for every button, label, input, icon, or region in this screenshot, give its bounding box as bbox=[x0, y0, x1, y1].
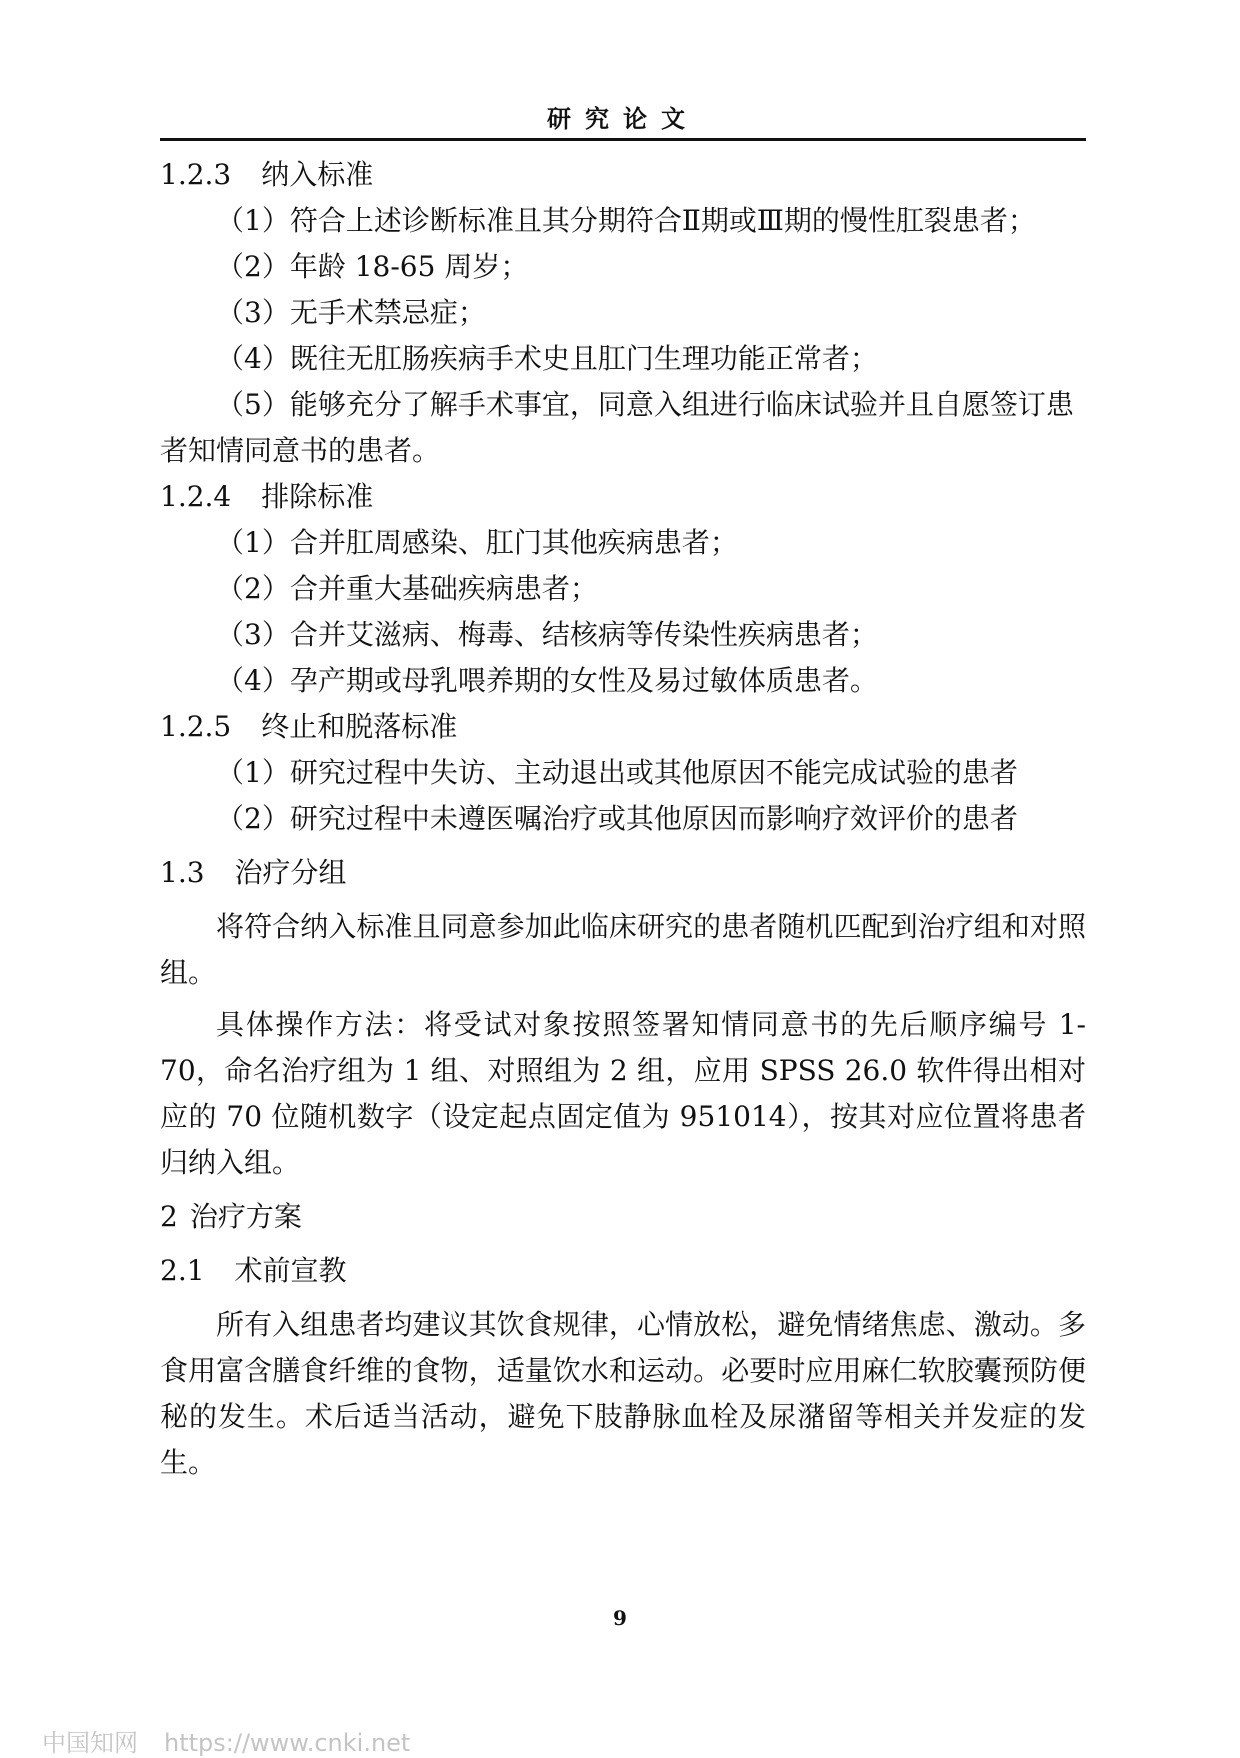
list-item: （3）无手术禁忌症； bbox=[216, 296, 486, 329]
section-title: 术前宣教 bbox=[234, 1254, 347, 1287]
cnki-watermark bbox=[42, 1723, 410, 1758]
list-item: （4）孕产期或母乳喂养期的女性及易过敏体质患者。 bbox=[216, 664, 878, 697]
header-rule bbox=[160, 138, 1086, 141]
list-item: （4）既往无肛肠疾病手术史且肛门生理功能正常者； bbox=[216, 342, 878, 375]
section-heading-2 bbox=[160, 1194, 1086, 1240]
paragraph: 所有入组患者均建议其饮食规律，心情放松，避免情绪焦虑、激动。多食用富含膳食纤维的食物，适量饮水和运动。必要时应用麻仁软胶囊预防便秘的发生。术后适当活动，避免下肢静脉血栓及尿潴留等相关并发症的发生。 bbox=[160, 1308, 1086, 1479]
watermark-brand: 中国知网 bbox=[42, 1729, 138, 1757]
list-item: （1）符合上述诊断标准且其分期符合Ⅱ期或Ⅲ期的慢性肛裂患者； bbox=[216, 204, 1036, 237]
section-number: 2 bbox=[160, 1200, 178, 1233]
section-title: 终止和脱落标准 bbox=[261, 710, 458, 743]
section-number: 1.2.5 bbox=[160, 710, 232, 743]
list-item: （2）研究过程中未遵医嘱治疗或其他原因而影响疗效评价的患者 bbox=[216, 802, 1018, 835]
list-item: （1）合并肛周感染、肛门其他疾病患者； bbox=[216, 526, 738, 559]
list-item: （2）年龄 18-65 周岁； bbox=[216, 250, 529, 283]
section-heading-2-1 bbox=[160, 1248, 1086, 1294]
list-item: （1）研究过程中失访、主动退出或其他原因不能完成试验的患者 bbox=[216, 756, 1018, 789]
paragraph: 具体操作方法：将受试对象按照签署知情同意书的先后顺序编号 1-70，命名治疗组为 1 组、对照组为 2 组，应用 SPSS 26.0 软件得出相对应的 70 位随机数字（设定起点固定值为 951014），按其对应位置将患者归纳入组。 bbox=[160, 1008, 1086, 1179]
paragraph: 将符合纳入标准且同意参加此临床研究的患者随机匹配到治疗组和对照组。 bbox=[160, 910, 1086, 989]
section-heading-1-3 bbox=[160, 850, 1086, 896]
section-title: 治疗分组 bbox=[234, 856, 347, 889]
running-head: 研究论文 bbox=[547, 104, 699, 133]
list-item: （5）能够充分了解手术事宜，同意入组进行临床试验并且自愿签订患者知情同意书的患者。 bbox=[160, 388, 1074, 467]
page-body bbox=[160, 152, 1086, 1492]
section-number: 1.2.3 bbox=[160, 158, 232, 191]
section-number: 2.1 bbox=[160, 1254, 205, 1287]
page-number: 9 bbox=[613, 1606, 627, 1630]
section-heading-1-2-5 bbox=[160, 704, 1086, 750]
list-item: （2）合并重大基础疾病患者； bbox=[216, 572, 598, 605]
section-number: 1.2.4 bbox=[160, 480, 232, 513]
list-item: （3）合并艾滋病、梅毒、结核病等传染性疾病患者； bbox=[216, 618, 878, 651]
section-heading-1-2-3 bbox=[160, 152, 1086, 198]
section-title: 排除标准 bbox=[261, 480, 374, 513]
section-number: 1.3 bbox=[160, 856, 205, 889]
section-title: 治疗方案 bbox=[189, 1200, 302, 1233]
section-title: 纳入标准 bbox=[261, 158, 374, 191]
section-heading-1-2-4 bbox=[160, 474, 1086, 520]
watermark-url: https://www.cnki.net bbox=[164, 1729, 411, 1757]
